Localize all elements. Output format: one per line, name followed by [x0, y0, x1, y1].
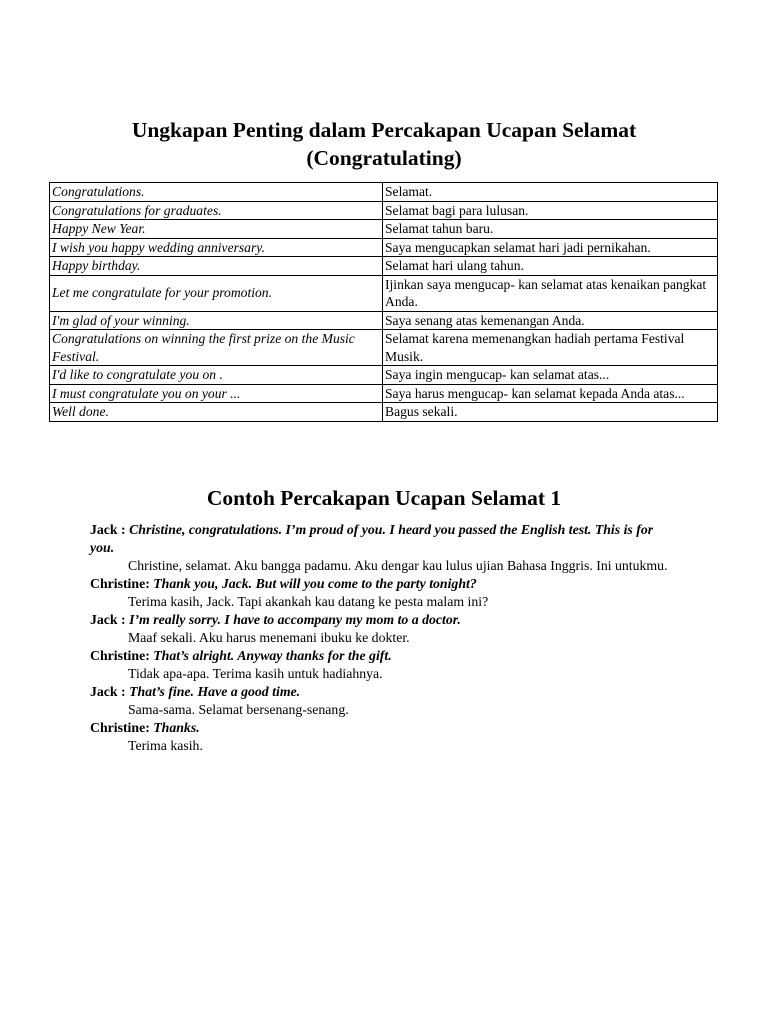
- phrase-indonesian-cell: Selamat bagi para lulusan.: [383, 201, 718, 220]
- dialog-english-text: Thank you, Jack. But will you come to the party tonight?: [153, 576, 477, 591]
- dialog-line: [90, 575, 680, 593]
- phrase-english-cell: Well done.: [50, 403, 383, 422]
- table-row: [50, 183, 718, 202]
- phrase-indonesian-cell: Saya senang atas kemenangan Anda.: [383, 311, 718, 330]
- phrase-english-cell: Congratulations.: [50, 183, 383, 202]
- dialog-translation: Terima kasih, Jack. Tapi akankah kau datang ke pesta malam ini?: [128, 594, 489, 609]
- table-row: [50, 257, 718, 276]
- table-row: [50, 275, 718, 311]
- dialog-translation: Sama-sama. Selamat bersenang-senang.: [128, 702, 349, 717]
- phrase-indonesian-cell: Saya harus mengucap- kan selamat kepada Anda atas...: [383, 384, 718, 403]
- table-row: [50, 366, 718, 385]
- phrase-english-cell: Let me congratulate for your promotion.: [50, 275, 383, 311]
- dialog-english-text: Christine, congratulations. I’m proud of you. I heard you passed the English test. This is for you.: [90, 522, 654, 555]
- phrase-english-cell: Congratulations on winning the first prize on the Music Festival.: [50, 330, 383, 366]
- table-row: [50, 311, 718, 330]
- phrase-indonesian-cell: Saya mengucapkan selamat hari jadi pernikahan.: [383, 238, 718, 257]
- dialog-speaker: Christine:: [90, 648, 150, 663]
- phrase-indonesian-cell: Bagus sekali.: [383, 403, 718, 422]
- table-row: [50, 238, 718, 257]
- phrase-indonesian-cell: Selamat karena memenangkan hadiah pertama Festival Musik.: [383, 330, 718, 366]
- phrase-indonesian-cell: Saya ingin mengucap- kan selamat atas...: [383, 366, 718, 385]
- phrase-english-cell: I wish you happy wedding anniversary.: [50, 238, 383, 257]
- phrase-indonesian-cell: Selamat hari ulang tahun.: [383, 257, 718, 276]
- dialog-speaker: Christine:: [90, 720, 150, 735]
- dialog-section: [90, 521, 680, 755]
- dialog-line: [90, 521, 680, 557]
- dialog-english-text: I’m really sorry. I have to accompany my mom to a doctor.: [129, 612, 461, 627]
- table-row: [50, 220, 718, 239]
- dialog-line: [90, 647, 680, 665]
- phrase-indonesian-cell: Selamat tahun baru.: [383, 220, 718, 239]
- page-title-line-1: Ungkapan Penting dalam Percakapan Ucapan Selamat: [131, 118, 637, 142]
- dialog-translation: Tidak apa-apa. Terima kasih untuk hadiahnya.: [128, 666, 383, 681]
- dialog-english-text: Thanks.: [153, 720, 200, 735]
- dialog-translation: Christine, selamat. Aku bangga padamu. Aku dengar kau lulus ujian Bahasa Inggris. Ini untukmu.: [128, 558, 668, 573]
- phrases-table-body: [50, 183, 718, 422]
- phrase-indonesian-cell: Selamat.: [383, 183, 718, 202]
- dialog-line: [90, 719, 680, 737]
- page-title-line-2: (Congratulating): [306, 146, 462, 170]
- table-row: [50, 384, 718, 403]
- dialog-english-text: That’s alright. Anyway thanks for the gift.: [153, 648, 392, 663]
- table-row: [50, 330, 718, 366]
- dialog-speaker: Jack :: [90, 522, 126, 537]
- dialog-translation: Maaf sekali. Aku harus menemani ibuku ke dokter.: [128, 630, 410, 645]
- phrase-indonesian-cell: Ijinkan saya mengucap- kan selamat atas kenaikan pangkat Anda.: [383, 275, 718, 311]
- dialog-speaker: Christine:: [90, 576, 150, 591]
- dialog-title: Contoh Percakapan Ucapan Selamat 1: [206, 486, 562, 510]
- dialog-speaker: Jack :: [90, 684, 126, 699]
- table-row: [50, 201, 718, 220]
- dialog-line: [90, 683, 680, 701]
- phrase-english-cell: Happy New Year.: [50, 220, 383, 239]
- dialog-line: [90, 611, 680, 629]
- phrase-english-cell: I must congratulate you on your ...: [50, 384, 383, 403]
- table-row: [50, 403, 718, 422]
- phrase-english-cell: I'm glad of your winning.: [50, 311, 383, 330]
- dialog-translation: Terima kasih.: [128, 738, 203, 753]
- phrase-english-cell: I'd like to congratulate you on .: [50, 366, 383, 385]
- phrase-english-cell: Happy birthday.: [50, 257, 383, 276]
- phrase-english-cell: Congratulations for graduates.: [50, 201, 383, 220]
- dialog-speaker: Jack :: [90, 612, 126, 627]
- dialog-english-text: That’s fine. Have a good time.: [129, 684, 301, 699]
- phrases-table: [49, 182, 718, 422]
- page-title: [0, 116, 768, 172]
